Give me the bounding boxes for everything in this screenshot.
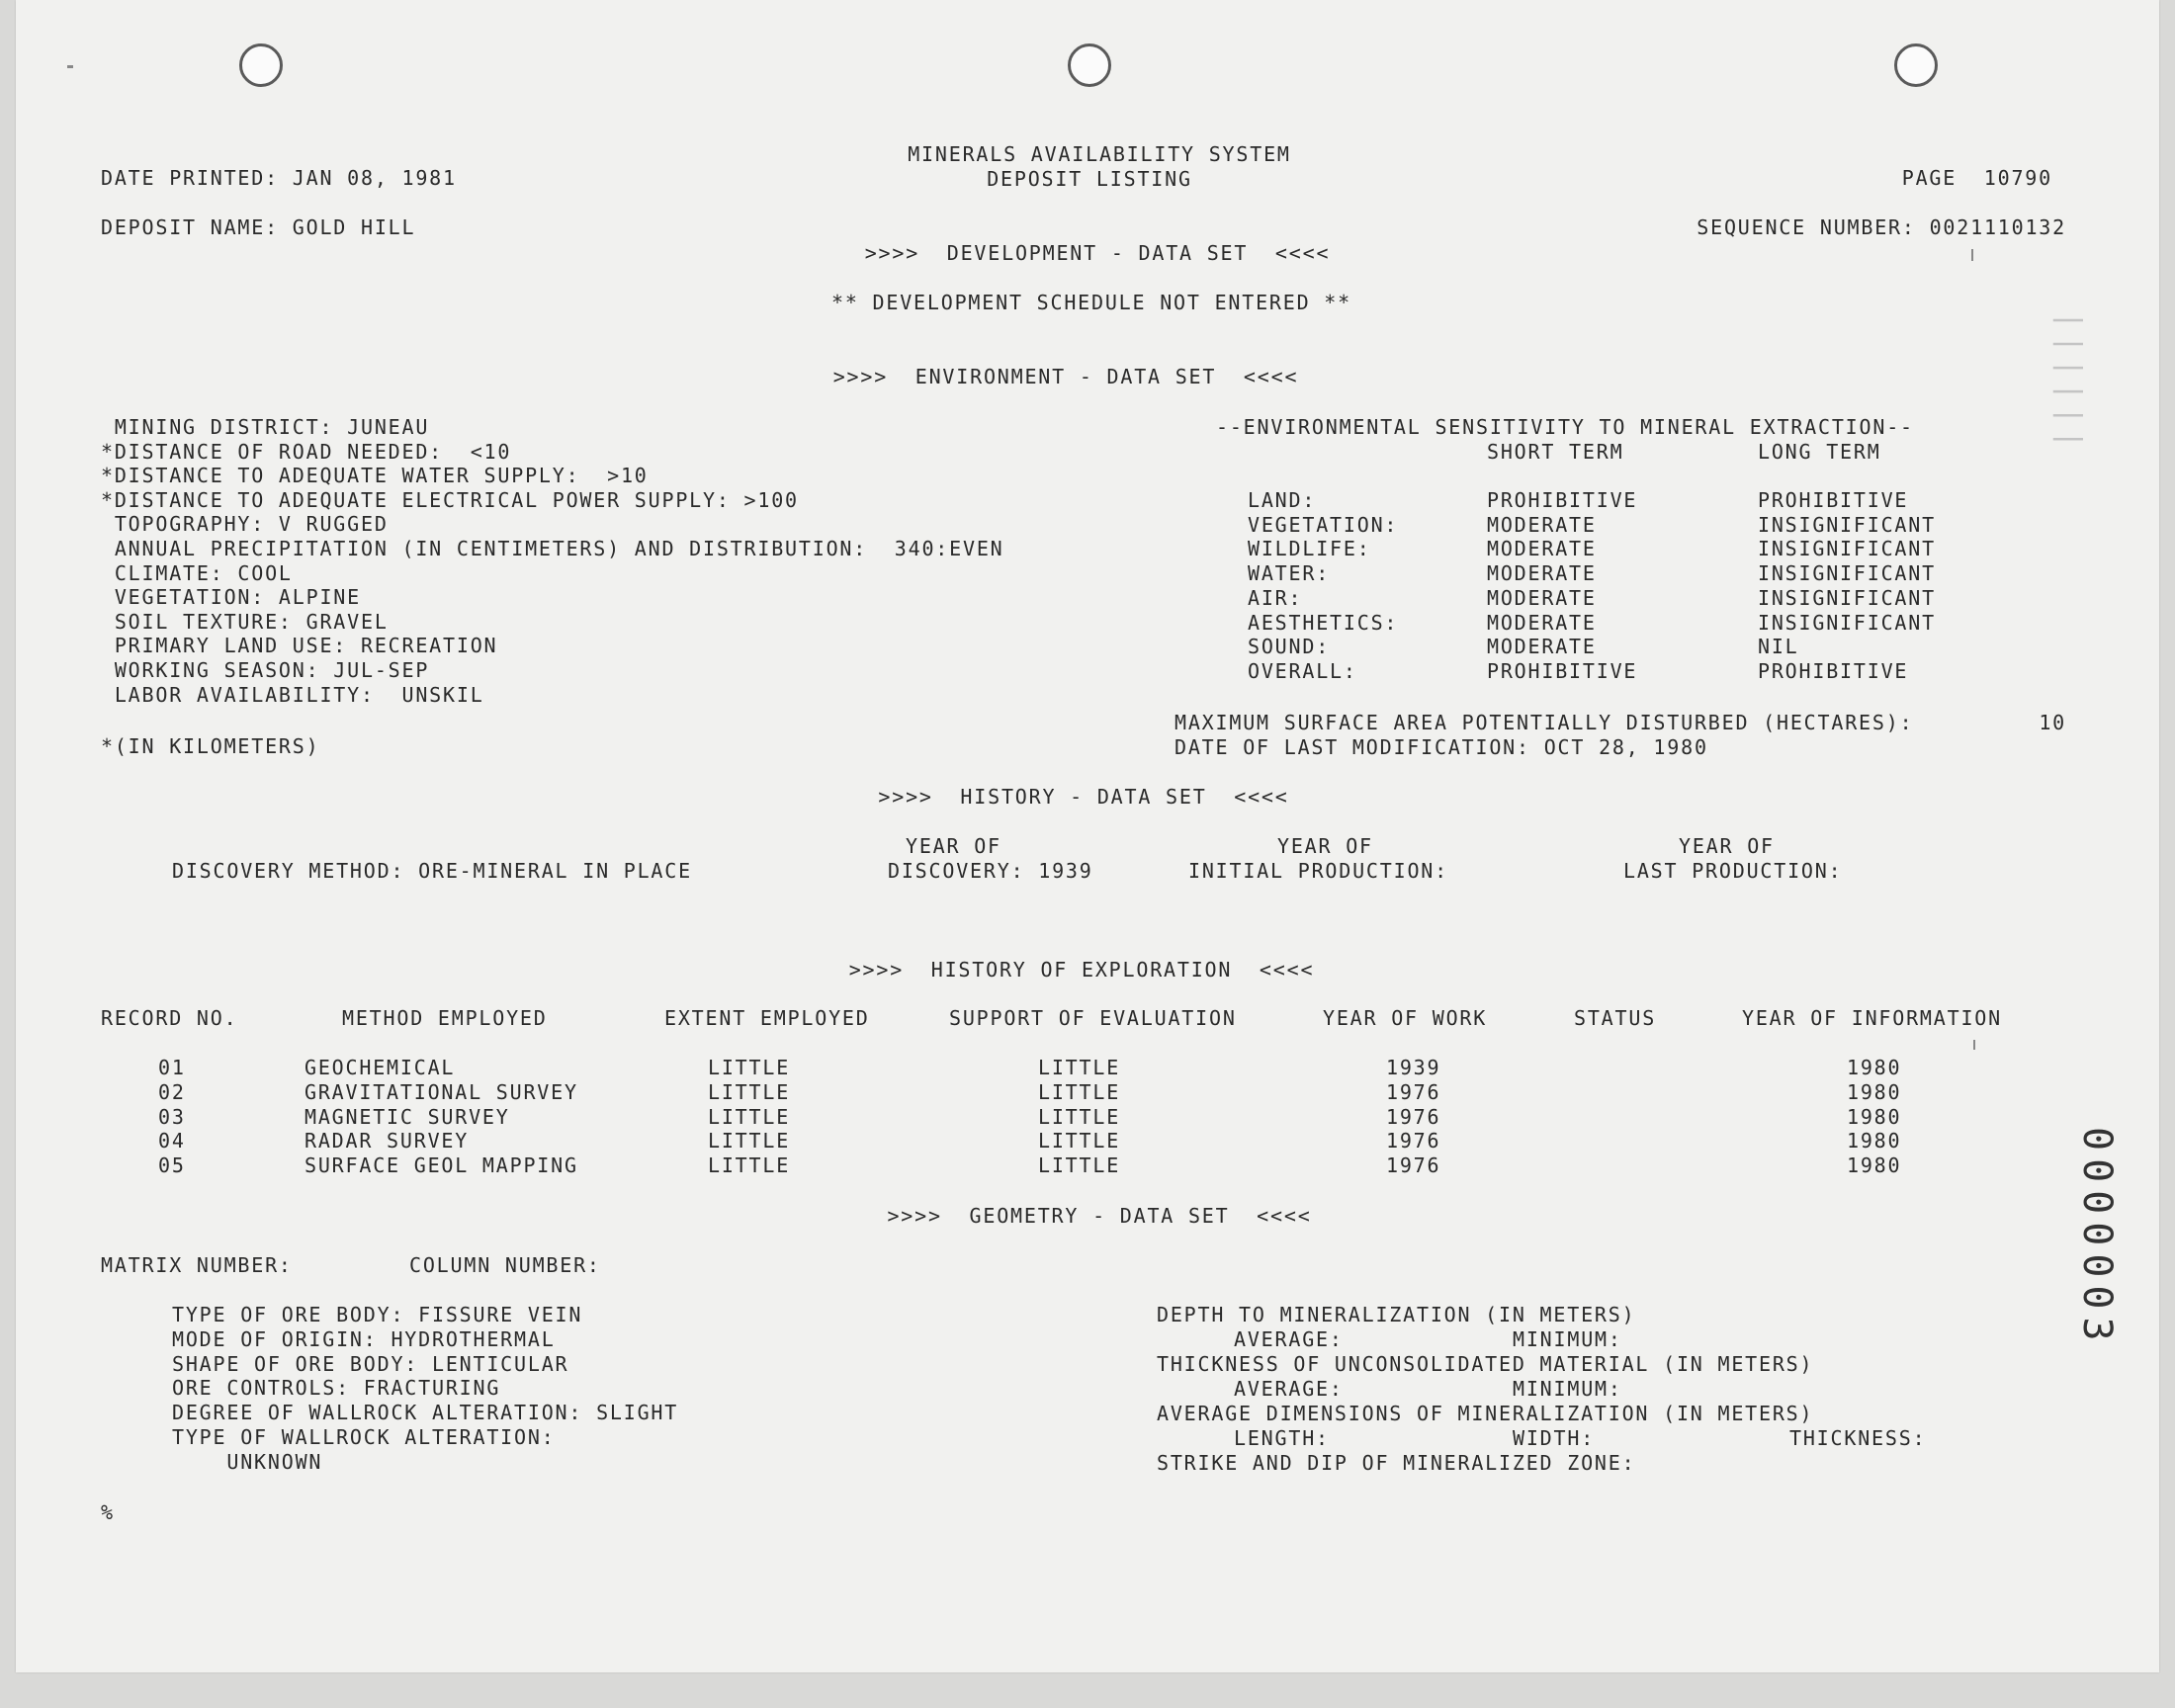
cell-support: LITTLE bbox=[1038, 1129, 1121, 1153]
development-note: ** DEVELOPMENT SCHEDULE NOT ENTERED ** bbox=[831, 291, 1351, 314]
env-line: SOIL TEXTURE: GRAVEL bbox=[101, 609, 389, 634]
geometry-heading: >>>> GEOMETRY - DATA SET <<<< bbox=[887, 1204, 1312, 1228]
sensitivity-factor: LAND: bbox=[1248, 488, 1317, 512]
cell-year-of-work: 1939 bbox=[1386, 1056, 1441, 1079]
development-heading: >>>> DEVELOPMENT - DATA SET <<<< bbox=[864, 241, 1331, 265]
col-record-no: RECORD NO. bbox=[101, 1006, 238, 1030]
env-line: *DISTANCE TO ADEQUATE ELECTRICAL POWER SUPPLY: >100 bbox=[101, 487, 799, 512]
env-line: *DISTANCE TO ADEQUATE WATER SUPPLY: >10 bbox=[101, 464, 649, 488]
env-line: MINING DISTRICT: JUNEAU bbox=[101, 415, 430, 439]
cell-support: LITTLE bbox=[1038, 1079, 1121, 1104]
exploration-heading: >>>> HISTORY OF EXPLORATION <<<< bbox=[848, 958, 1315, 982]
cell-year-of-information: 1980 bbox=[1847, 1056, 1902, 1079]
sensitivity-long: PROHIBITIVE bbox=[1758, 488, 1909, 512]
geometry-line: SHAPE OF ORE BODY: LENTICULAR bbox=[172, 1351, 569, 1376]
cell-record: 01 bbox=[158, 1056, 186, 1079]
sensitivity-heading: --ENVIRONMENTAL SENSITIVITY TO MINERAL EXTRACTION-- bbox=[1216, 415, 1914, 439]
punch-hole bbox=[1894, 43, 1938, 87]
last-production: LAST PRODUCTION: bbox=[1623, 859, 1843, 883]
punch-hole bbox=[239, 43, 283, 87]
sensitivity-factor: OVERALL: bbox=[1248, 658, 1357, 683]
dims-length: LENGTH: bbox=[1234, 1426, 1330, 1450]
cell-year-of-work: 1976 bbox=[1386, 1104, 1441, 1129]
sensitivity-factor: WILDLIFE: bbox=[1248, 537, 1371, 561]
depth-average: AVERAGE: bbox=[1234, 1327, 1344, 1351]
dims-heading: AVERAGE DIMENSIONS OF MINERALIZATION (IN METERS) bbox=[1157, 1402, 1814, 1425]
margin-stamp-ghost: |||||| bbox=[2052, 311, 2087, 455]
sensitivity-factor: AIR: bbox=[1248, 585, 1303, 610]
col-year-of-work: YEAR OF WORK bbox=[1323, 1006, 1488, 1030]
cell-support: LITTLE bbox=[1038, 1104, 1121, 1129]
sequence-number: SEQUENCE NUMBER: 0021110132 bbox=[1696, 215, 2066, 239]
sensitivity-short: MODERATE bbox=[1487, 512, 1597, 537]
geometry-line: TYPE OF ORE BODY: FISSURE VEIN bbox=[172, 1303, 583, 1326]
cell-extent: LITTLE bbox=[708, 1129, 791, 1153]
max-area-value: 10 bbox=[2039, 711, 2066, 734]
sensitivity-long: INSIGNIFICANT bbox=[1758, 585, 1936, 610]
sensitivity-short: MODERATE bbox=[1487, 537, 1597, 561]
margin-stamp: 0000003 bbox=[2074, 1127, 2120, 1349]
cell-year-of-work: 1976 bbox=[1386, 1129, 1441, 1153]
sensitivity-short: MODERATE bbox=[1487, 635, 1597, 659]
short-term-header: SHORT TERM bbox=[1487, 440, 1624, 464]
last-modification: DATE OF LAST MODIFICATION: OCT 28, 1980 bbox=[1174, 735, 1708, 759]
col-status: STATUS bbox=[1574, 1006, 1657, 1030]
stray-mark bbox=[67, 65, 73, 68]
env-line: PRIMARY LAND USE: RECREATION bbox=[101, 634, 498, 658]
history-heading: >>>> HISTORY - DATA SET <<<< bbox=[878, 785, 1289, 809]
col-year-of-information: YEAR OF INFORMATION bbox=[1742, 1006, 2002, 1030]
thickness-average: AVERAGE: bbox=[1234, 1377, 1344, 1401]
cell-year-of-information: 1980 bbox=[1847, 1129, 1902, 1153]
environment-heading: >>>> ENVIRONMENT - DATA SET <<<< bbox=[832, 365, 1299, 388]
sensitivity-factor: AESTHETICS: bbox=[1248, 610, 1399, 635]
sensitivity-short: PROHIBITIVE bbox=[1487, 488, 1638, 512]
cell-extent: LITTLE bbox=[708, 1153, 791, 1178]
discovery-method: DISCOVERY METHOD: ORE-MINERAL IN PLACE bbox=[172, 859, 692, 883]
cell-record: 02 bbox=[158, 1079, 186, 1104]
initial-production: INITIAL PRODUCTION: bbox=[1188, 859, 1448, 883]
cell-method: GRAVITATIONAL SURVEY bbox=[304, 1079, 578, 1104]
punch-hole bbox=[1068, 43, 1111, 87]
env-line: LABOR AVAILABILITY: UNSKIL bbox=[101, 682, 484, 707]
env-line: TOPOGRAPHY: V RUGGED bbox=[101, 512, 389, 537]
document-sheet bbox=[16, 0, 2159, 1672]
cell-record: 03 bbox=[158, 1104, 186, 1129]
col-support: SUPPORT OF EVALUATION bbox=[949, 1006, 1237, 1030]
cell-extent: LITTLE bbox=[708, 1079, 791, 1104]
depth-minimum: MINIMUM: bbox=[1513, 1327, 1622, 1351]
discovery-year: DISCOVERY: 1939 bbox=[888, 859, 1093, 883]
year-of-last-label: YEAR OF bbox=[1679, 834, 1775, 858]
cell-year-of-work: 1976 bbox=[1386, 1079, 1441, 1104]
geometry-line: TYPE OF WALLROCK ALTERATION: bbox=[172, 1425, 556, 1449]
units-note: *(IN KILOMETERS) bbox=[101, 734, 320, 758]
year-of-initial-label: YEAR OF bbox=[1277, 834, 1373, 858]
sensitivity-short: MODERATE bbox=[1487, 610, 1597, 635]
cell-year-of-work: 1976 bbox=[1386, 1153, 1441, 1178]
geometry-line: DEGREE OF WALLROCK ALTERATION: SLIGHT bbox=[172, 1401, 679, 1425]
dims-thickness: THICKNESS: bbox=[1789, 1426, 1927, 1450]
matrix-number: MATRIX NUMBER: bbox=[101, 1253, 293, 1277]
sensitivity-long: INSIGNIFICANT bbox=[1758, 561, 1936, 586]
depth-heading: DEPTH TO MINERALIZATION (IN METERS) bbox=[1157, 1303, 1636, 1326]
cell-record: 05 bbox=[158, 1153, 186, 1178]
geometry-line: ORE CONTROLS: FRACTURING bbox=[172, 1376, 501, 1401]
sensitivity-long: INSIGNIFICANT bbox=[1758, 610, 1936, 635]
thickness-heading: THICKNESS OF UNCONSOLIDATED MATERIAL (IN METERS) bbox=[1157, 1352, 1814, 1376]
sensitivity-factor: SOUND: bbox=[1248, 635, 1331, 659]
geometry-line: MODE OF ORIGIN: HYDROTHERMAL bbox=[172, 1326, 556, 1351]
geometry-line: UNKNOWN bbox=[172, 1449, 323, 1474]
env-line: *DISTANCE OF ROAD NEEDED: <10 bbox=[101, 439, 512, 464]
cell-extent: LITTLE bbox=[708, 1104, 791, 1129]
cell-year-of-information: 1980 bbox=[1847, 1153, 1902, 1178]
stray-mark bbox=[1971, 249, 1973, 261]
env-line: ANNUAL PRECIPITATION (IN CENTIMETERS) AND DISTRIBUTION: 340:EVEN bbox=[101, 537, 1004, 560]
report-title: DEPOSIT LISTING bbox=[987, 167, 1192, 191]
sensitivity-factor: WATER: bbox=[1248, 561, 1331, 586]
sensitivity-short: PROHIBITIVE bbox=[1487, 658, 1638, 683]
dims-width: WIDTH: bbox=[1513, 1426, 1596, 1450]
footer-mark: % bbox=[101, 1500, 115, 1524]
col-extent: EXTENT EMPLOYED bbox=[664, 1006, 870, 1030]
cell-method: SURFACE GEOL MAPPING bbox=[304, 1153, 578, 1178]
sensitivity-long: INSIGNIFICANT bbox=[1758, 537, 1936, 561]
cell-method: RADAR SURVEY bbox=[304, 1129, 470, 1153]
env-line: WORKING SEASON: JUL-SEP bbox=[101, 658, 430, 682]
sensitivity-factor: VEGETATION: bbox=[1248, 512, 1399, 537]
strike-dip: STRIKE AND DIP OF MINERALIZED ZONE: bbox=[1157, 1451, 1636, 1475]
deposit-name: DEPOSIT NAME: GOLD HILL bbox=[101, 215, 416, 239]
sensitivity-long: NIL bbox=[1758, 635, 1799, 659]
long-term-header: LONG TERM bbox=[1758, 440, 1881, 464]
year-of-discovery-label: YEAR OF bbox=[906, 834, 1001, 858]
sensitivity-short: MODERATE bbox=[1487, 585, 1597, 610]
cell-method: GEOCHEMICAL bbox=[304, 1056, 456, 1079]
sensitivity-long: PROHIBITIVE bbox=[1758, 658, 1909, 683]
env-line: CLIMATE: COOL bbox=[101, 560, 293, 585]
column-number: COLUMN NUMBER: bbox=[409, 1253, 601, 1277]
cell-year-of-information: 1980 bbox=[1847, 1104, 1902, 1129]
page-number: PAGE 10790 bbox=[1901, 166, 2052, 190]
cell-support: LITTLE bbox=[1038, 1153, 1121, 1178]
stray-mark bbox=[1973, 1040, 1975, 1050]
cell-record: 04 bbox=[158, 1129, 186, 1153]
cell-support: LITTLE bbox=[1038, 1056, 1121, 1079]
env-line: VEGETATION: ALPINE bbox=[101, 585, 361, 610]
thickness-minimum: MINIMUM: bbox=[1513, 1377, 1622, 1401]
cell-year-of-information: 1980 bbox=[1847, 1079, 1902, 1104]
cell-method: MAGNETIC SURVEY bbox=[304, 1104, 510, 1129]
sensitivity-long: INSIGNIFICANT bbox=[1758, 512, 1936, 537]
date-printed: DATE PRINTED: JAN 08, 1981 bbox=[101, 166, 457, 190]
sensitivity-short: MODERATE bbox=[1487, 561, 1597, 586]
cell-extent: LITTLE bbox=[708, 1056, 791, 1079]
max-area-label: MAXIMUM SURFACE AREA POTENTIALLY DISTURBED (HECTARES): bbox=[1174, 711, 1914, 734]
col-method: METHOD EMPLOYED bbox=[342, 1006, 548, 1030]
system-title: MINERALS AVAILABILITY SYSTEM bbox=[908, 142, 1291, 166]
